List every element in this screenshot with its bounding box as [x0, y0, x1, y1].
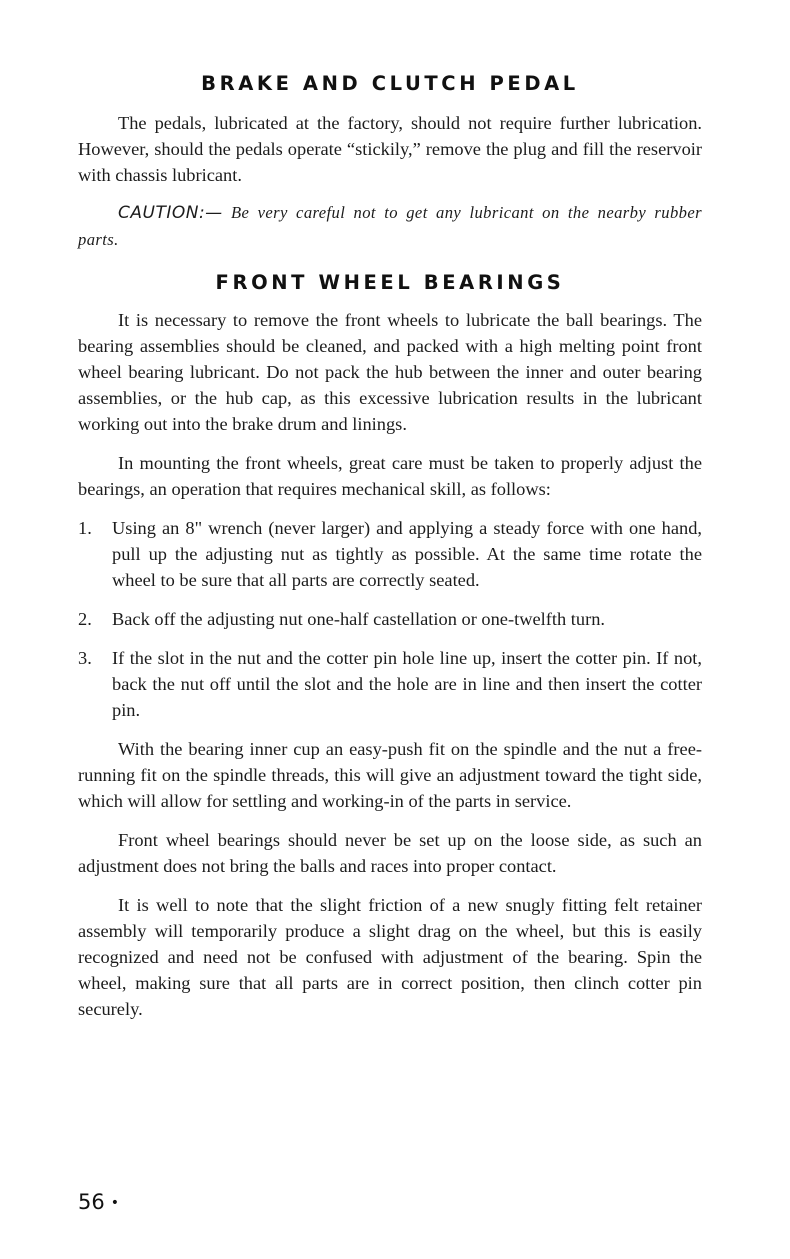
caution-note: [78, 199, 702, 253]
adjustment-steps: [78, 515, 702, 723]
bearings-paragraph-2: In mounting the front wheels, great care must be taken to properly adjust the bearings, an operation that requires mechanical skill, as follows:: [78, 453, 702, 499]
step-number: 1.: [78, 518, 92, 538]
bullet-glyph: •: [110, 1195, 119, 1211]
bearings-paragraph-1: It is necessary to remove the front wheels to lubricate the ball bearings. The bearing assemblies should be cleaned, and packed with a high melting point front wheel bearing lubricant. Do not pack the hub between the inner and outer bearing assemblies, or the hub cap, as this excessive lubrication results in the lubricant working out into the brake drum and linings.: [78, 310, 702, 434]
page-footer: [78, 1190, 119, 1214]
step-text: Back off the adjusting nut one-half castellation or one-twelfth turn.: [112, 609, 605, 629]
step-item: [78, 515, 702, 593]
step-item: [78, 645, 702, 723]
bearings-paragraph-3: With the bearing inner cup an easy-push fit on the spindle and the nut a free-running fit on the spindle threads, this will give an adjustment toward the tight side, which will allow for settling and working-in of the parts in service.: [78, 739, 702, 811]
section-title-brake-clutch: BRAKE AND CLUTCH PEDAL: [201, 72, 579, 95]
brake-clutch-paragraph: The pedals, lubricated at the factory, should not require further lubrication. However, should the pedals operate “stickily,” remove the plug and fill the reservoir with chassis lubricant.: [78, 113, 702, 185]
step-text: If the slot in the nut and the cotter pin hole line up, insert the cotter pin. If not, back the nut off until the slot and the hole are in line and then insert the cotter pin.: [112, 648, 702, 720]
step-text: Using an 8" wrench (never larger) and applying a steady force with one hand, pull up the adjusting nut as tightly as possible. At the same time rotate the wheel to be sure that all parts are correctly seated.: [112, 518, 702, 590]
step-item: [78, 606, 702, 632]
caution-lead: CAUTION:—: [118, 203, 223, 223]
caution-text: Be very careful not to get any lubricant on the nearby rubber parts.: [78, 203, 702, 249]
bearings-paragraph-4: Front wheel bearings should never be set up on the loose side, as such an adjustment does not bring the balls and races into proper contact.: [78, 830, 702, 876]
step-number: 2.: [78, 609, 92, 629]
section-title-front-wheel-bearings: FRONT WHEEL BEARINGS: [215, 271, 565, 294]
bearings-paragraph-5: It is well to note that the slight friction of a new snugly fitting felt retainer assembly will temporarily produce a slight drag on the wheel, but this is easily recognized and need not be confused with adjustment of the bearing. Spin the wheel, making sure that all parts are in correct position, then clinch cotter pin securely.: [78, 895, 702, 1019]
page-number: 56: [78, 1190, 105, 1214]
step-number: 3.: [78, 648, 92, 668]
